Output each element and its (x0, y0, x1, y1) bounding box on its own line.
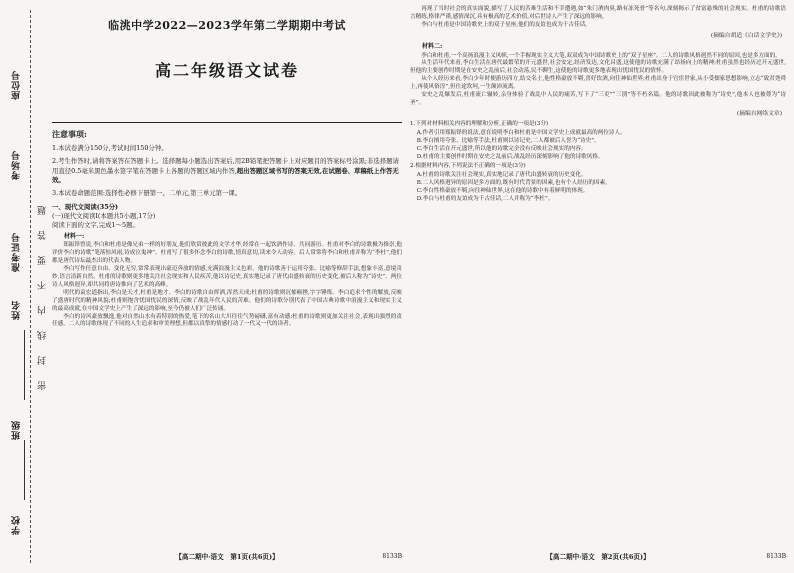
answer-option: C.李白性格豪放不羁,向往神仙世界,这在他的诗歌中有着鲜明的体现。 (416, 187, 589, 194)
body-paragraph: 安史之乱爆发后,杜甫流亡辗转,亲身体验了战乱中人民的痛苦,写下了“三吏”“三别”等不朽名篇。他的诗歌因此被称为“诗史”,他本人也被尊为“诗圣”。 (410, 92, 786, 107)
class-write-line (24, 330, 25, 400)
answer-option: A.杜甫的诗歌关注社会现实,真实地记录了唐代由盛转衰的历史变化。 (416, 171, 587, 178)
answer-option: D.杜甫的主要创作时期在安史之乱前后,战乱经历深刻影响了他的诗歌风格。 (416, 154, 604, 161)
binding-label-room: 考场号 (12, 150, 22, 180)
notice-heading: 注意事项: (52, 129, 87, 140)
subsection-heading: (一)现代文阅读Ⅰ(本题共5小题,17分) (52, 212, 156, 221)
answer-option: B.李白擅用夸张、比喻等手法,杜甫则以诗记史,二人都被后人誉为“诗史”。 (416, 138, 600, 145)
source-citation: (摘编自胡适《白话文学史》) (710, 32, 782, 39)
seal-dashed-line (30, 10, 31, 563)
binding-margin (0, 0, 46, 573)
title-divider (52, 122, 402, 123)
page-number: 【高二期中·语文 第2页(共6页)】 (546, 552, 650, 561)
binding-label-school: 学校 (12, 515, 22, 535)
page-number: 【高二期中·语文 第1页(共6页)】 (175, 552, 279, 561)
body-paragraph: 再现了当时社会的真实面貌,描写了人民的苦难生活和不幸遭遇,如“朱门酒肉臭,路有冻死骨”等名句,深刻揭示了贫富悬殊的社会现实。杜甫的诗歌语言精练,格律严谨,感情深沉,具有极高的艺术价值,对后世诗人产生了深远的影响。 (410, 6, 786, 20)
notice-item: 3.本试卷命题范围:选择性必修下册第一、二单元,第三单元第一课。 (52, 189, 242, 198)
binding-label-name: 姓名 (12, 300, 22, 320)
source-citation: (摘编自网络文章) (736, 111, 782, 118)
school-write-line (24, 440, 25, 500)
body-paragraph: 李白的诗风豪放飘逸,他对自然山水有着特别的热爱,笔下的名山大川往往气势磅礴,富有动感;杜甫的诗歌则更加关注社会,表现出强烈的责任感。二人的诗歌体现了不同的人生追求和审美理想,但都以真挚的情感打动了一代又一代的读者。 (52, 313, 402, 328)
notice-item: 2.考生作答时,请将答案答在答题卡上。选择题每小题选出答案后,用2B铅笔把答题卡上对应题目的答案标号涂黑;非选择题请用直径0.5毫米黑色墨水签字笔在答题卡上各题的答题区域内作答,超出答题区域书写的答案无效,在试题卷、草稿纸上作答无效。 (52, 156, 399, 185)
body-paragraph: 从生活年代来看,李白生活在唐代最繁荣的开元盛世,社会安定,经济发达,文化昌盛,这使他的诗歌充满了昂扬向上的精神;杜甫虽然也经历过开元盛世,但他的主要创作时期是在安史之乱前后,社会动荡,民不聊生,这使他的诗歌更多地表现出忧国忧民的情怀。 (410, 60, 786, 75)
body-paragraph: 李白与杜甫是中国诗歌史上的双子星座,他们的友谊也成为千古佳话。 (421, 21, 591, 28)
exam-code: 8133B (382, 552, 402, 560)
question-stem: 1.下列对材料相关内容的理解和分析,正确的一项是(3分) (410, 121, 549, 128)
page-footer (52, 553, 402, 562)
exam-main-title: 高二年级语文试卷 (154, 60, 299, 80)
seal-warning: 密封线内不要答题 (38, 190, 48, 390)
body-paragraph: 李白和杜甫,一个高扬浪漫主义风帜,一个手握现实主义大笔,双双成为中国诗歌史上的“双子星座”。二人的诗歌风格迥然不同的原因,也是多方面的。 (421, 52, 781, 59)
exam-code: 8133B (766, 552, 786, 560)
body-paragraph: 李白写作任意自由、变化无穷,常常表现出豪迈奔放的情感,充满浪漫主义色彩。他的诗歌善于运用夸张、比喻等修辞手法,想象丰富,意境奇妙,语言清新自然。杜甫的诗歌则更多地关注社会现实和人民疾苦,他以诗记史,真实地记录了唐代由盛转衰的历史变化,被后人称为“诗史”。两位诗人风格迥异,却共同将唐诗推向了艺术的高峰。 (52, 265, 402, 288)
answer-option: D.李白与杜甫的友谊成为千古佳话,二人并称为“李杜”。 (416, 195, 554, 202)
notice-item: 1.本试卷满分150分,考试时间150分钟。 (52, 143, 168, 152)
school-exam-title: 临洮中学2022—2023学年第二学期期中考试 (108, 19, 346, 32)
binding-label-seat: 座位号 (12, 70, 22, 100)
question-stem: 2.根据材料内容,下列说法不正确的一项是(3分) (410, 163, 526, 170)
page-one (52, 6, 402, 566)
answer-option: A.作者引用郑振铎的说法,意在说明李白和杜甫是中国文学史上成就最高的两位诗人。 (416, 130, 626, 137)
binding-label-exam-number: 准考证号 (12, 232, 22, 272)
body-paragraph: 郑振铎曾说,李白和杜甫是像兄弟一样的好朋友,他们欣赏彼此的文学才华,经常在一起饮酒作诗、共同游历。杜甫对李白的诗歌极为推崇,他评价李白的诗歌“笔落惊风雨,诗成泣鬼神”。杜甫写了很多怀念李白的诗歌,情真意切,读来令人动容。后人常常将李白和杜甫并称为“李杜”,他们都是唐代诗坛最杰出的代表人物。 (52, 242, 402, 264)
answer-option: C.李白生活在开元盛世,所以他的诗歌完全没有反映社会现实的内容。 (416, 146, 587, 153)
page-footer (410, 553, 786, 562)
notice-bold-warning: 超出答题区域书写的答案无效,在试题卷、草稿纸上作答无效。 (52, 166, 399, 185)
material-one-label: 材料一: (64, 232, 85, 240)
answer-option: B.二人风格迥异的原因是多方面的,既有时代背景的因素,也有个人经历的因素。 (416, 179, 611, 186)
reading-instruction: 阅读下面的文字,完成1～5题。 (52, 221, 139, 230)
body-paragraph: 明代的袁宏道指出,李白是天才,杜甫是地才。李白的诗歌自由挥洒,浑然天成;杜甫的诗歌则沉郁顿挫,字字锤炼。李白追求个性的解放,反映了盛唐时代的精神风貌;杜甫则饱含忧国忧民的深情,反映了战乱年代人民的苦难。他们的诗歌分别代表了中国古典诗歌中浪漫主义和现实主义的最高成就,在中国文学史上产生了深远的影响,至今仍被人们广泛传诵。 (52, 289, 402, 312)
body-paragraph: 从个人经历来看,李白少年时便游历四方,结交名士,他性格豪放不羁,喜好饮酒,向往神仙世界;杜甫出身于官宦世家,从小受儒家思想影响,立志“致君尧舜上,再使风俗淳”,但仕途坎坷,一生颠沛流离。 (410, 76, 786, 91)
section-heading: 一、现代文阅读(35分) (52, 203, 119, 212)
binding-label-class: 班级 (12, 420, 22, 440)
page-two (410, 6, 786, 566)
material-two-label: 材料二: (422, 43, 443, 51)
notice-list (52, 144, 402, 200)
